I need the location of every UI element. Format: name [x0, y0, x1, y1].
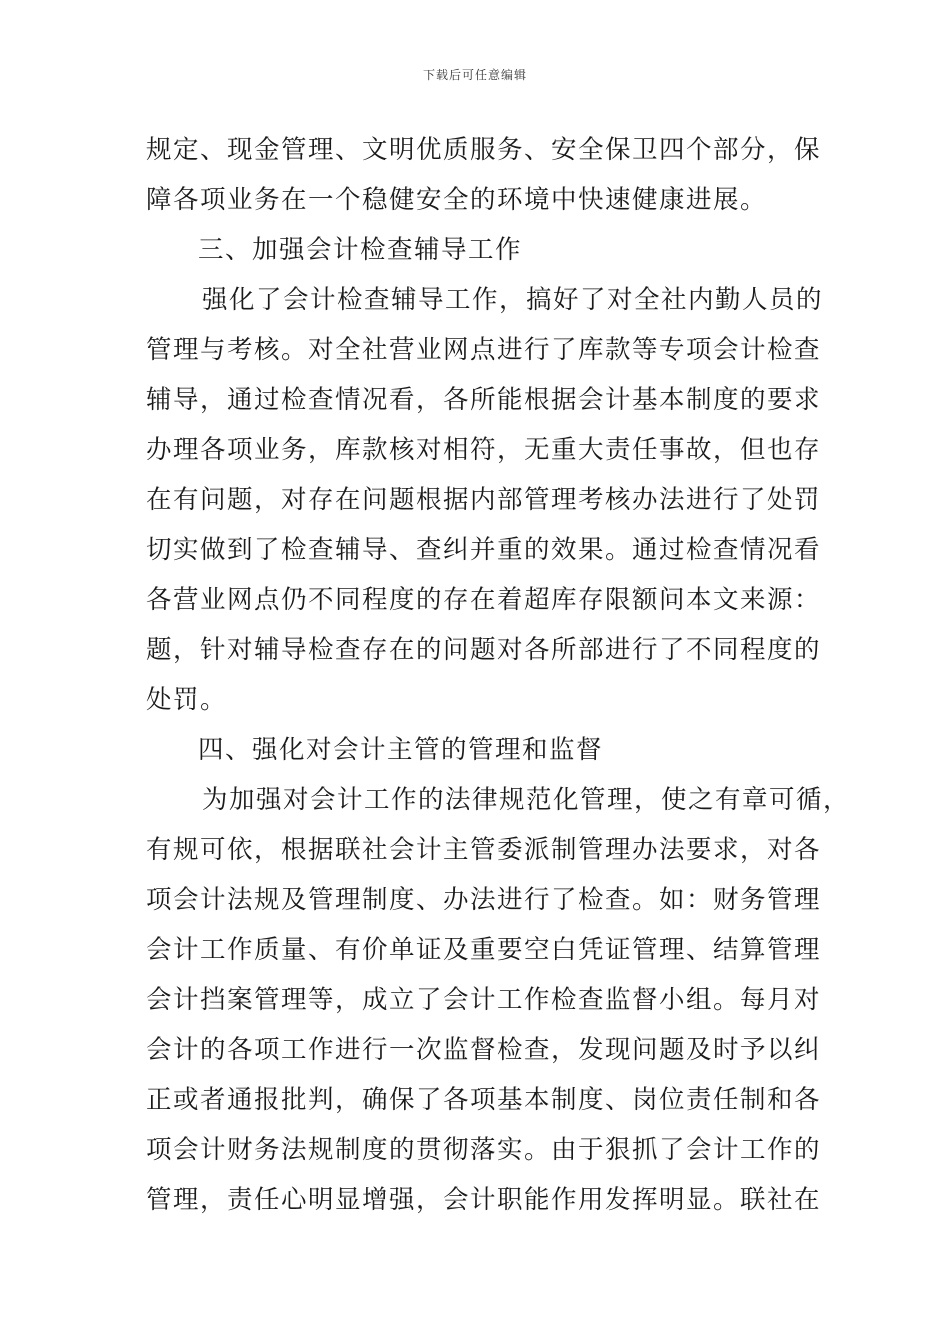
text-line: 规定、现金管理、文明优质服务、安全保卫四个部分，保: [146, 135, 822, 165]
text-line: 有规可依，根据联社会计主管委派制管理办法要求，对各: [146, 835, 822, 865]
text-line: 办理各项业务，库款核对相符，无重大责任事故，但也存: [146, 435, 822, 465]
text-line: 题，针对辅导检查存在的问题对各所部进行了不同程度的: [146, 635, 822, 665]
text-line: 障各项业务在一个稳健安全的环境中快速健康进展。: [146, 185, 768, 215]
text-line: 项会计法规及管理制度、办法进行了检查。如：财务管理: [146, 885, 822, 915]
text-line: 正或者通报批判，确保了各项基本制度、岗位责任制和各: [146, 1085, 822, 1115]
text-line: 会计的各项工作进行一次监督检查，发现问题及时予以纠: [146, 1035, 822, 1065]
text-line: 管理与考核。对全社营业网点进行了库款等专项会计检查: [146, 335, 822, 365]
text-line: 项会计财务法规制度的贯彻落实。由于狠抓了会计工作的: [146, 1135, 822, 1165]
text-line: 切实做到了检查辅导、查纠并重的效果。通过检查情况看: [146, 535, 822, 565]
text-line: 强化了会计检查辅导工作，搞好了对全社内勤人员的: [202, 285, 824, 315]
text-line: 为加强对会计工作的法律规范化管理，使之有章可循，: [202, 785, 851, 815]
text-line: 管理，责任心明显增强，会计职能作用发挥明显。联社在: [146, 1185, 822, 1215]
text-line: 在有问题，对存在问题根据内部管理考核办法进行了处罚: [146, 485, 822, 515]
text-line: 辅导，通过检查情况看，各所能根据会计基本制度的要求: [146, 385, 822, 415]
text-line: 会计挡案管理等，成立了会计工作检查监督小组。每月对: [146, 985, 822, 1015]
text-line: 各营业网点仍不同程度的存在着超库存限额问本文来源：: [146, 585, 822, 615]
text-line: 处罚。: [146, 685, 228, 715]
section-heading-3: 三、加强会计检查辅导工作: [198, 235, 523, 265]
section-heading-4: 四、强化对会计主管的管理和监督: [198, 735, 604, 765]
page-header: 下载后可任意编辑: [422, 68, 527, 82]
text-line: 会计工作质量、有价单证及重要空白凭证管理、结算管理: [146, 935, 822, 965]
